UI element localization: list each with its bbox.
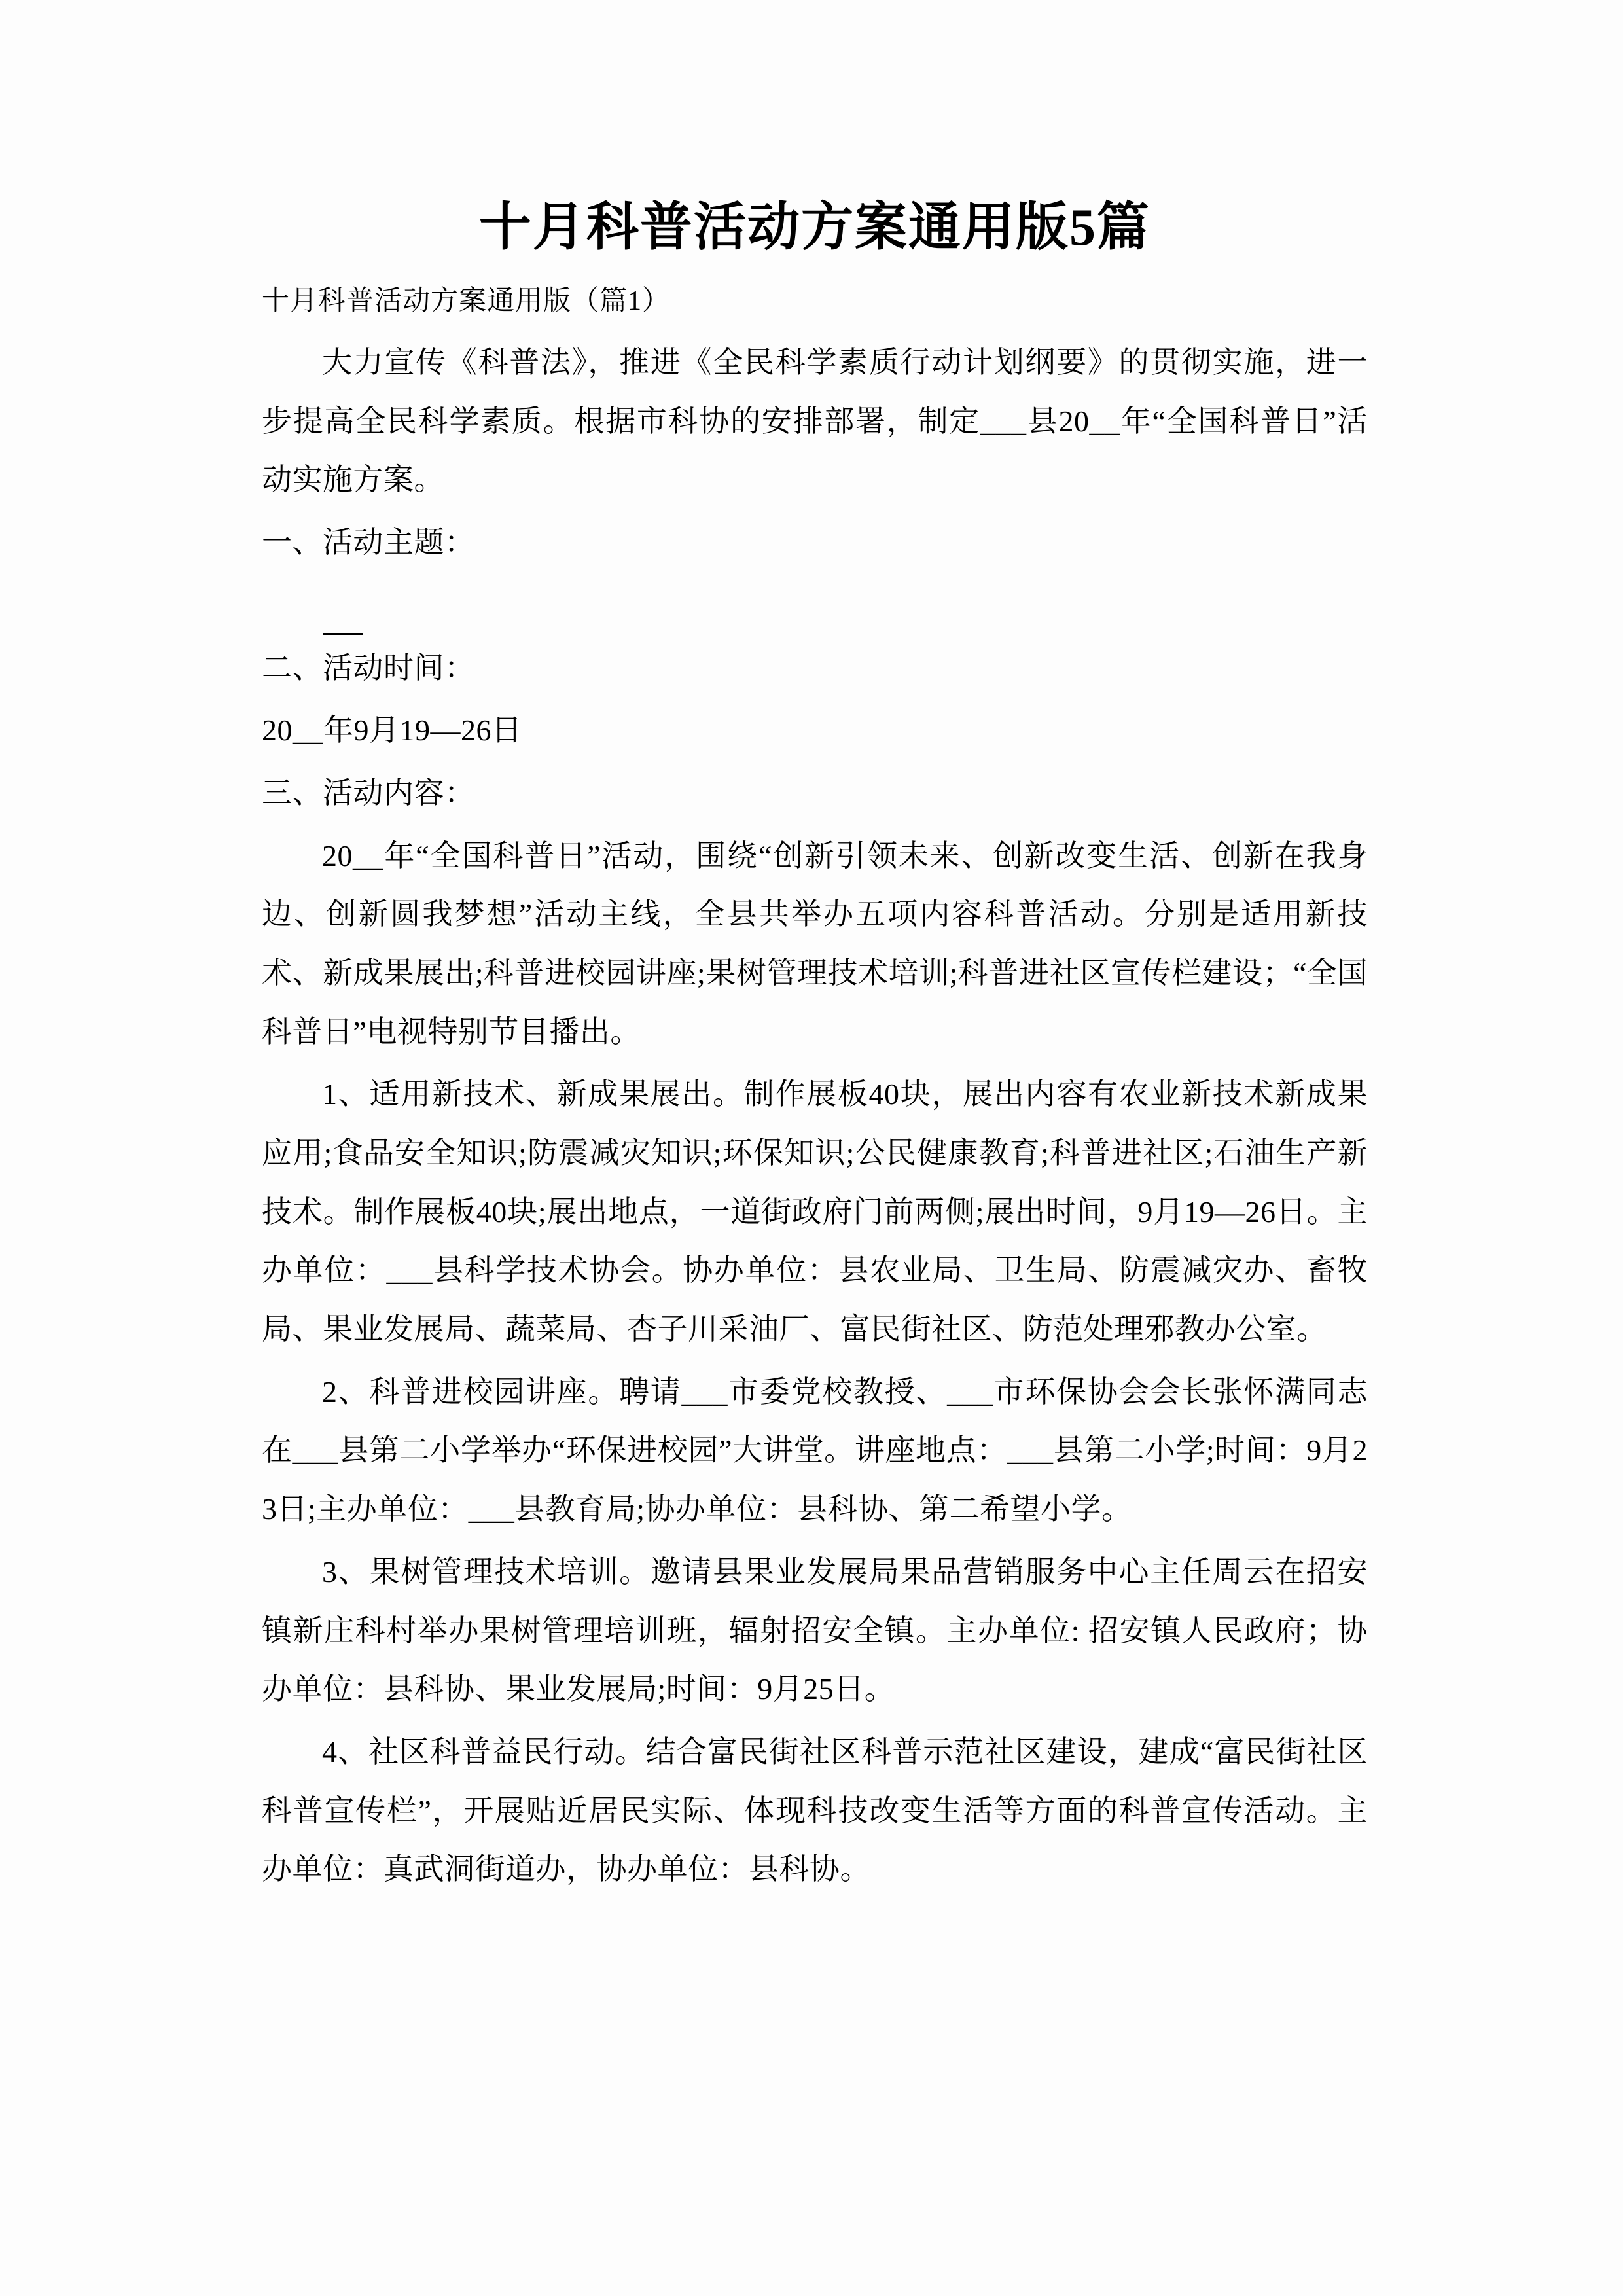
page-title: 十月科普活动方案通用版5篇 — [479, 199, 1150, 257]
activity-date-value: 20__年9月19—26日 — [262, 713, 522, 747]
section-heading-activity-theme: 一、活动主题： — [262, 526, 475, 560]
section-heading-activity-time: 二、活动时间： — [262, 651, 475, 685]
paragraph-intro: 大力宣传《科普法》，推进《全民科学素质行动计划纲要》的贯彻实施，进一步提高全民科学素质。根据市科协的安排部署，制定___县20__年“全国科普日”活动实施方案。 — [262, 346, 1368, 497]
paragraph-item-2-campus-lecture: 2、科普进校园讲座。聘请___市委党校教授、___市环保协会会长张怀满同志在___县第二小学举办“环保进校园”大讲堂。讲座地点：___县第二小学;时间：9月23日;主办单位：___县教育局;协办单位：县科协、第二希望小学。 — [262, 1374, 1368, 1526]
paragraph-item-4-community-action: 4、社区科普益民行动。结合富民街社区科普示范社区建设，建成“富民街社区科普宣传栏”，开展贴近居民实际、体现科技改变生活等方面的科普宣传活动。主办单位：真武洞街道办，协办单位：县科协。 — [262, 1734, 1368, 1886]
section-heading-activity-content: 三、活动内容： — [262, 776, 475, 810]
underline-placeholder — [323, 605, 363, 634]
paragraph-item-1-new-tech-exhibition: 1、适用新技术、新成果展出。制作展板40块，展出内容有农业新技术新成果应用;食品安全知识;防震减灾知识;环保知识;公民健康教育;科普进社区;石油生产新技术。制作展板40块;展出地点，一道街政府门前两侧;展出时间，9月19—26日。主办单位：___县科学技术协会。协办单位：县农业局、卫生局、防震减灾办、畜牧局、果业发展局、蔬菜局、杏子川采油厂、富民街社区、防范处理邪教办公室。 — [262, 1077, 1368, 1346]
paragraph-activity-content-overview: 20__年“全国科普日”活动，围绕“创新引领未来、创新改变生活、创新在我身边、创新圆我梦想”活动主线，全县共举办五项内容科普活动。分别是适用新技术、新成果展出;科普进校园讲座;果树管理技术培训;科普进社区宣传栏建设；“全国科普日”电视特别节目播出。 — [262, 838, 1368, 1049]
blank-underline-activity-theme — [262, 576, 1368, 635]
document-subtitle: 十月科普活动方案通用版（篇1） — [262, 285, 671, 316]
paragraph-item-3-orchard-training: 3、果树管理技术培训。邀请县果业发展局果品营销服务中心主任周云在招安镇新庄科村举办果树管理培训班，辐射招安全镇。主办单位: 招安镇人民政府；协办单位：县科协、果业发展局;时间：9月25日。 — [262, 1554, 1368, 1706]
